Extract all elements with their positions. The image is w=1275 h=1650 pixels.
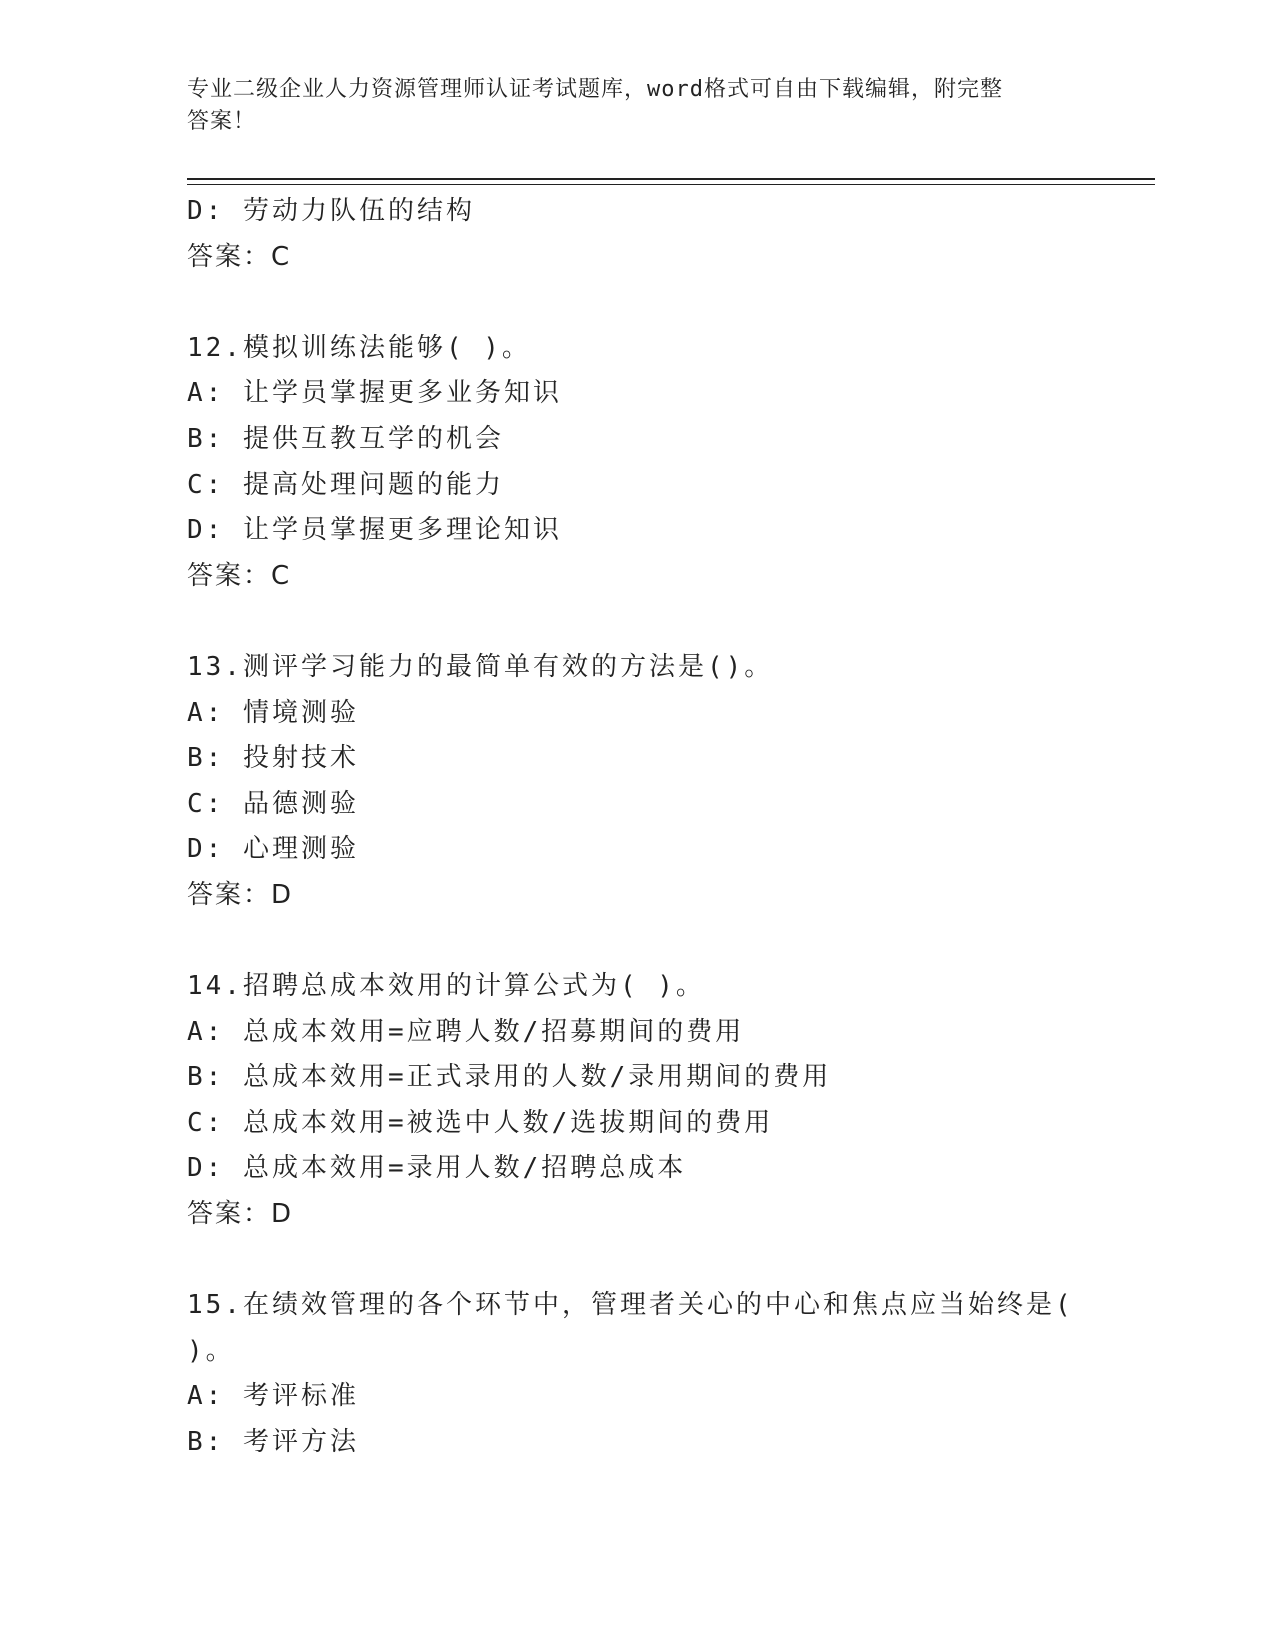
question-stem-line-1: 15.在绩效管理的各个环节中，管理者关心的中心和焦点应当始终是( (187, 1290, 1074, 1321)
answer: 答案：C (187, 560, 292, 591)
header-rule-thick (187, 178, 1155, 180)
option-c: C: 品德测验 (187, 788, 359, 819)
question-13 (187, 645, 1147, 919)
answer: 答案：C (187, 241, 292, 272)
option-d: D: 劳动力队伍的结构 (187, 196, 475, 226)
option-c: C: 提高处理问题的能力 (187, 469, 504, 500)
option-a: A: 总成本效用=应聘人数/招募期间的费用 (187, 1016, 745, 1047)
option-b: B: 考评方法 (187, 1427, 359, 1458)
header-rule-thin (187, 184, 1155, 185)
document-body (187, 189, 1147, 1466)
option-d: D: 心理测验 (187, 834, 359, 865)
option-d: D: 总成本效用=录用人数/招聘总成本 (187, 1153, 687, 1184)
answer: 答案：D (187, 879, 294, 910)
option-b: B: 提供互教互学的机会 (187, 423, 504, 454)
spacer (187, 1238, 1147, 1284)
spacer (187, 280, 1147, 326)
header-line-1: 专业二级企业人力资源管理师认证考试题库，word格式可自由下载编辑，附完整 (187, 77, 1003, 102)
option-b: B: 投射技术 (187, 743, 359, 774)
option-b: B: 总成本效用=正式录用的人数/录用期间的费用 (187, 1062, 832, 1093)
question-12 (187, 326, 1147, 600)
spacer (187, 919, 1147, 965)
question-stem: 13.测评学习能力的最简单有效的方法是()。 (187, 651, 774, 682)
option-a: A: 让学员掌握更多业务知识 (187, 378, 562, 409)
question-stem-line-2: )。 (187, 1335, 235, 1366)
question-14 (187, 964, 1147, 1238)
question-stem: 14.招聘总成本效用的计算公式为( )。 (187, 971, 705, 1002)
spacer (187, 599, 1147, 645)
question-stem: 12.模拟训练法能够( )。 (187, 332, 531, 363)
document-header (187, 74, 1067, 138)
option-a: A: 情境测验 (187, 697, 359, 728)
option-a: A: 考评标准 (187, 1381, 359, 1412)
option-c: C: 总成本效用=被选中人数/选拔期间的费用 (187, 1107, 774, 1138)
question-15 (187, 1283, 1147, 1465)
option-d: D: 让学员掌握更多理论知识 (187, 515, 562, 546)
answer: 答案：D (187, 1199, 294, 1230)
question-fragment (187, 189, 1147, 280)
header-line-2: 答案！ (187, 109, 257, 134)
